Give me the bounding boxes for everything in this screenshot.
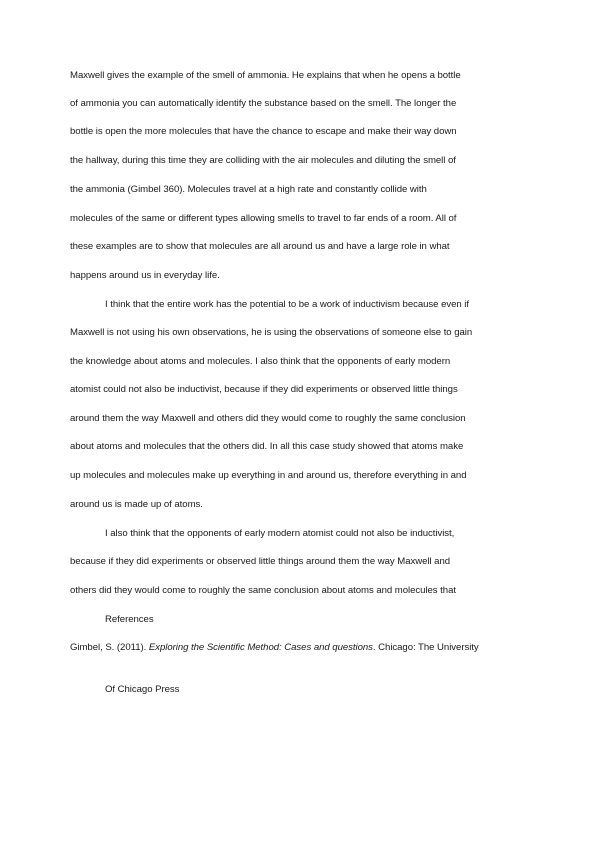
text-line: about atoms and molecules that the others did. In all this case study showed that atoms make	[70, 441, 464, 452]
reference-entry-continuation: Of Chicago Press	[105, 684, 180, 695]
text-line: others did they would come to roughly the same conclusion about atoms and molecules that	[70, 585, 456, 596]
text-line: around them the way Maxwell and others did they would come to roughly the same conclusion	[70, 413, 466, 424]
reference-author-year: Gimbel, S. (2011).	[70, 642, 149, 653]
text-line: because if they did experiments or observed little things around them the way Maxwell and	[70, 556, 451, 567]
text-line: molecules of the same or different types allowing smells to travel to far ends of a room. All of	[70, 213, 457, 224]
text-line: the hallway, during this time they are colliding with the air molecules and diluting the smell of	[70, 155, 456, 166]
text-line: happens around us in everyday life.	[70, 270, 220, 281]
text-line: up molecules and molecules make up everything in and around us, therefore everything in and	[70, 470, 467, 481]
reference-entry	[70, 642, 479, 654]
reference-title: Exploring the Scientific Method: Cases and questions	[148, 642, 373, 653]
text-line: atomist could not also be inductivist, because if they did experiments or observed little things	[70, 384, 458, 395]
text-line: around us is made up of atoms.	[70, 499, 203, 510]
references-heading: References	[105, 614, 154, 625]
text-line: the ammonia (Gimbel 360). Molecules travel at a high rate and constantly collide with	[70, 184, 427, 195]
text-line: Maxwell is not using his own observations, he is using the observations of someone else to gain	[70, 327, 473, 338]
text-line: these examples are to show that molecules are all around us and have a large role in what	[70, 241, 450, 252]
text-line: I also think that the opponents of early modern atomist could not also be inductivist,	[105, 528, 455, 539]
text-line: of ammonia you can automatically identify the substance based on the smell. The longer the	[70, 98, 457, 109]
text-line: Maxwell gives the example of the smell of ammonia. He explains that when he opens a bottle	[70, 70, 461, 81]
text-line: bottle is open the more molecules that have the chance to escape and make their way down	[70, 126, 457, 137]
text-line: I think that the entire work has the potential to be a work of inductivism because even if	[105, 299, 469, 310]
text-line: the knowledge about atoms and molecules. I also think that the opponents of early modern	[70, 356, 451, 367]
reference-publisher: . Chicago: The University	[372, 642, 479, 653]
